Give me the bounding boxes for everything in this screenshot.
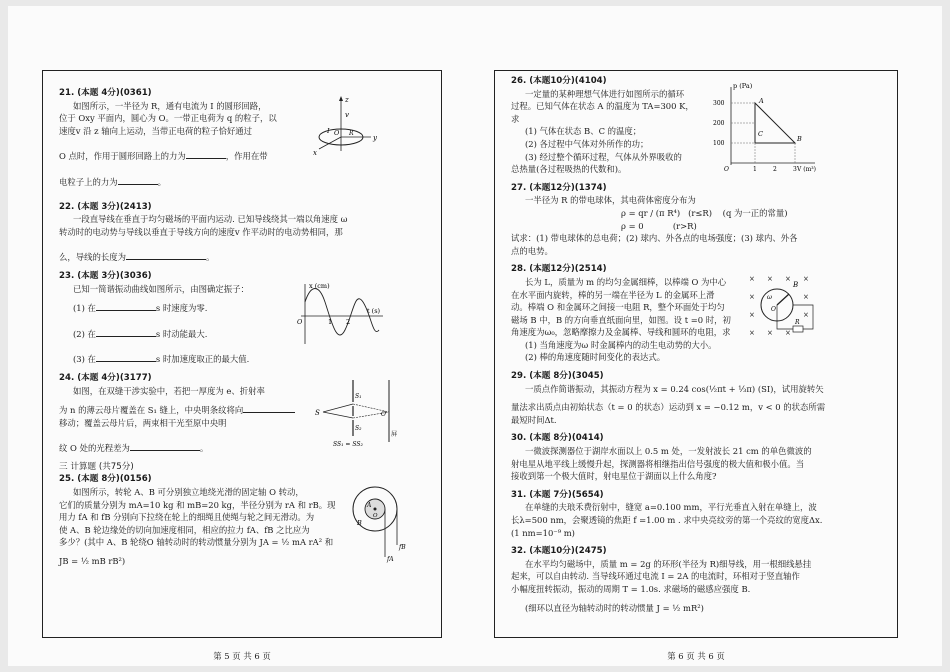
- q32-line: 起来，可以自由转动. 当导线环通过电流 I = 2A 的电流时，环相对于竖直轴作: [511, 571, 800, 582]
- question-31: [511, 489, 887, 539]
- tick-200: 200: [713, 120, 725, 127]
- q26-header: 26. (本题10分)(4104): [511, 76, 607, 86]
- q28-line: 长为 L，质量为 m 的均匀金属细棒，以棒端 O 为中心: [525, 276, 727, 287]
- question-30: [511, 432, 887, 482]
- question-25: [59, 473, 431, 567]
- fa-label: fA: [387, 556, 394, 564]
- q26-pv-diagram: [711, 81, 823, 173]
- q24-line: 如图，在双缝干涉实验中，若把一厚度为 e、折射率: [73, 385, 265, 396]
- q25-line: 如图所示，转轮 A、B 可分别独立地绕光滑的固定轴 O 转动，: [73, 487, 304, 498]
- x-axis-label: x (cm): [309, 281, 330, 290]
- p-axis-label: p (Pa): [733, 82, 753, 90]
- cross-icon: ×: [785, 275, 791, 284]
- q30-line: 射电星从地平线上缓慢升起，探测器将相继指出信号强度的极大值和极小值。当: [511, 458, 805, 469]
- q23-oscillation-graph: [291, 280, 391, 348]
- page-footer: 第 5 页 共 6 页: [213, 651, 271, 662]
- o-label: O: [373, 513, 378, 520]
- ray: [323, 412, 353, 418]
- radius-label: R: [349, 130, 354, 137]
- omega-label: ω: [767, 294, 772, 302]
- q31-line: 在单缝的夫琅禾费衍射中，缝宽 a=0.100 mm，平行光垂直入射在单缝上，波: [525, 502, 817, 513]
- q22-line: 一段直导线在垂直于均匀磁场的平面内运动. 已知导线绕其一端以角速度 ω: [73, 214, 348, 225]
- q29-line: 一质点作简谐振动，其振动方程为 x = 0.24 cos(½πt + ⅓π) (SI)，试用旋转矢: [525, 383, 824, 394]
- q28-line: 在水平面内旋转，棒的另一端在半径为 L 的金属环上滑: [511, 289, 715, 300]
- s2-label: S₂: [355, 424, 362, 432]
- q23-line: s 时加速度取正的最大值.: [155, 354, 250, 365]
- rho-equation: ρ = 0: [621, 220, 644, 231]
- q26-line: 过程。已知气体在状态 A 的温度为 TA=300 K，: [511, 101, 694, 112]
- q25-line: JB = ½ mB rB²): [59, 556, 126, 567]
- q30-line: 接收到第一个极大值时，射电星位于湖面以上什么角度?: [511, 471, 717, 482]
- q25-line: 用力 fA 和 fB 分别向下拉绕在轮上的细绳且使绳与轮之间无滑动。为: [59, 512, 315, 523]
- tick-v2: 2: [773, 166, 777, 173]
- q23-line: (1) 在: [73, 303, 96, 314]
- q26-line: 总热量(各过程吸热的代数和)。: [511, 164, 627, 175]
- x-label: x: [313, 149, 317, 157]
- question-29: [511, 370, 887, 426]
- state-b-label: B: [797, 135, 802, 143]
- origin-label: O: [297, 317, 303, 326]
- page-5-content: [59, 87, 431, 568]
- q22-line: 么，导线的长度为: [59, 252, 126, 263]
- q31-line: 长λ=500 nm，会聚透镜的焦距 f =1.00 m . 求中央亮纹旁的第一个亮纹的宽度Δx.: [511, 515, 823, 525]
- axle: [374, 508, 377, 511]
- q25-wheel-figure: [349, 479, 411, 563]
- exam-page-6: [494, 70, 898, 662]
- q23-line: s 时速度为零.: [155, 303, 208, 314]
- cross-icon: ×: [767, 275, 773, 284]
- q28-rotating-rod-figure: [747, 271, 821, 345]
- equal-path-label: SS₁ = SS₂: [333, 440, 363, 448]
- q24-line: 。: [199, 443, 209, 454]
- q29-line: 量法求出质点由初始状态（t = 0 的状态）运动到 x = −0.12 m，v < 0 的状态所需: [511, 402, 826, 413]
- q30-header: 30. (本题 8分)(0414): [511, 433, 604, 444]
- q24-line: 移动；覆盖云母片后，两束相干光至原中央明: [59, 417, 227, 428]
- q27-header: 27. (本题12分)(1374): [511, 182, 607, 193]
- q24-double-slit-figure: [313, 376, 399, 448]
- q26-line: (3) 经过整个循环过程，气体从外界吸收的: [525, 151, 682, 162]
- q23-line: s 时动能最大.: [155, 328, 208, 339]
- origin-label: O: [724, 166, 729, 173]
- screen-label: 屏: [391, 430, 398, 438]
- y-label: y: [373, 134, 377, 142]
- q23-line: 已知一简谐振动曲线如图所示，由图确定振子：: [73, 283, 249, 294]
- cross-icon: ×: [749, 311, 755, 320]
- q26-line: (1) 气体在状态 B、C 的温度；: [525, 126, 642, 137]
- q28-header: 28. (本题12分)(2514): [511, 264, 607, 275]
- q24-header: 24. (本题 4分)(3177): [59, 372, 152, 383]
- rho-condition: (r>R): [672, 220, 697, 231]
- q27-line: 试求：(1) 带电球体的总电荷；(2) 球内、外各点的电场强度；(3) 球内、外各: [511, 233, 798, 244]
- q31-line: (1 nm=10⁻⁹ m): [511, 527, 575, 538]
- question-22: [59, 201, 431, 264]
- current-label: I: [327, 127, 330, 135]
- s1-label: S₁: [355, 392, 362, 400]
- q21-line: ，作用在带: [225, 151, 268, 162]
- answer-blank[interactable]: [96, 327, 156, 337]
- q21-header: 21. (本题 4分)(0361): [59, 88, 152, 98]
- q32-line: 在水平均匀磁场中，质量 m = 2g 的环形(半径为 R)细导线，用一根细线悬挂: [525, 558, 812, 569]
- state-c-label: C: [758, 130, 763, 138]
- section-title: 三 计算题 (共75分): [59, 461, 134, 472]
- question-27: [511, 182, 887, 258]
- q23-line: (2) 在: [73, 328, 96, 339]
- q25-header: 25. (本题 8分)(0156): [59, 474, 152, 485]
- x-axis: [319, 137, 341, 149]
- t-axis-label: t (s): [367, 306, 381, 315]
- v-axis-label: V (m³): [797, 166, 817, 173]
- resistor: [793, 326, 803, 332]
- r-label: R: [795, 319, 800, 327]
- rho-equation: ρ = qr / (π R⁴): [621, 207, 681, 218]
- q21-line: 。: [157, 176, 166, 187]
- question-24: [59, 372, 431, 455]
- source-label: S: [315, 408, 320, 417]
- q22-line: 。: [206, 252, 215, 263]
- question-26: [511, 75, 887, 176]
- q32-line: 小幅度扭转振动，振动的周期 T = 1.0s. 求磁场的磁感应强度 B.: [511, 583, 751, 594]
- q23-line: (3) 在: [73, 354, 96, 365]
- answer-blank[interactable]: [130, 441, 200, 451]
- rho-condition: (r≤R): [688, 207, 713, 218]
- q22-line: 转动时的电动势与导线以垂直于导线方向的速度v 作平动时的电动势相同，那: [59, 226, 343, 237]
- q25-line: 它们的质量分别为 mA=10 kg 和 mB=20 kg，半径分别为 rA 和 rB。现: [59, 499, 336, 510]
- q24-line: 纹 O 处的光程差为: [59, 443, 130, 454]
- a-label: A: [367, 502, 372, 510]
- answer-blank[interactable]: [96, 352, 156, 362]
- question-23: [59, 270, 431, 366]
- q31-header: 31. (本题 7分)(5654): [511, 489, 604, 500]
- q21-line: O 点时，作用于圆形回路上的力为: [59, 151, 186, 162]
- tick-2: 2: [346, 317, 351, 326]
- b-label: B: [357, 519, 362, 528]
- page-6-content: [511, 75, 887, 614]
- cross-icon: ×: [749, 293, 755, 302]
- q21-line: 电粒子上的力为: [59, 176, 118, 187]
- q26-line: 求: [511, 113, 520, 124]
- answer-blank[interactable]: [186, 149, 226, 159]
- rho-note: (q 为一正的常量): [722, 207, 788, 218]
- cross-icon: ×: [803, 275, 809, 284]
- exam-page-5: [42, 70, 442, 662]
- answer-blank[interactable]: [243, 403, 295, 413]
- metal-rod: [777, 294, 789, 305]
- q23-header: 23. (本题 3分)(3036): [59, 270, 152, 281]
- cross-icon: ×: [803, 293, 809, 302]
- q21-line: 如图所示，一半径为 R，通有电流为 I 的圆形回路，: [73, 100, 267, 111]
- q27-line: 点的电势。: [511, 245, 553, 256]
- q21-line: 位于 Oxy 平面内，圆心为 O。一带正电荷为 q 的粒子，以: [59, 113, 277, 124]
- cross-icon: ×: [749, 329, 755, 338]
- scanned-sheet: [8, 6, 942, 666]
- tick-300: 300: [713, 100, 725, 107]
- q30-line: 一微波探测器位于湖岸水面以上 0.5 m 处，一发射波长 21 cm 的单色微波的: [525, 446, 812, 457]
- answer-blank[interactable]: [126, 250, 206, 260]
- q27-line: 一半径为 R 的带电球体，其电荷体密度分布为: [525, 195, 696, 206]
- q28-line: (1) 当角速度为ω 时金属棒内的动生电动势的大小。: [525, 339, 717, 350]
- cross-icon: ×: [785, 329, 791, 338]
- q22-header: 22. (本题 3分)(2413): [59, 201, 152, 212]
- o-label: O: [771, 306, 776, 314]
- q25-line: 多少？(其中 A、B 轮绕O 轴转动时的转动惯量分别为 JA = ½ mA rA² 和: [59, 537, 334, 548]
- tick-100: 100: [713, 140, 725, 147]
- fb-label: fB: [399, 544, 406, 552]
- q26-line: (2) 各过程中气体对外所作的功；: [525, 138, 649, 149]
- answer-blank[interactable]: [96, 301, 156, 311]
- cross-icon: ×: [803, 311, 809, 320]
- page-footer: 第 6 页 共 6 页: [667, 651, 725, 662]
- cross-icon: ×: [749, 275, 755, 284]
- tick-1: 1: [328, 317, 333, 326]
- q24-line: 为 n 的薄云母片覆盖在 S₁ 缝上，中央明条纹将向: [59, 405, 244, 416]
- q29-header: 29. (本题 8分)(3045): [511, 371, 604, 382]
- q28-line: 磁场 B 中，B 的方向垂直纸面向里，如图。设 t =0 时，初: [511, 314, 731, 325]
- q32-header: 32. (本题10分)(2475): [511, 546, 607, 557]
- cross-icon: ×: [767, 329, 773, 338]
- q21-line: 速度v 沿 z 轴向上运动，当带正电荷的粒子恰好通过: [59, 125, 253, 136]
- q26-line: 一定量的某种理想气体进行如图所示的循环: [525, 88, 685, 99]
- origin-label: O: [334, 129, 340, 137]
- q32-line: (细环以直径为轴转动时的转动惯量 J = ½ mR²): [525, 602, 704, 613]
- question-28: [511, 263, 887, 364]
- v-label: v: [345, 111, 349, 119]
- z-label: z: [345, 96, 349, 104]
- ray: [323, 404, 353, 412]
- q25-line: 使 A、B 轮边缘处的切向加速度相同，相应的拉力 fA、fB 之比应为: [59, 524, 310, 535]
- q28-line: (2) 棒的角速度随时间变化的表达式。: [525, 352, 666, 363]
- q21-loop-figure: [305, 93, 385, 163]
- answer-blank[interactable]: [118, 175, 158, 185]
- question-32: [511, 545, 887, 614]
- tick-v1: 1: [753, 166, 757, 173]
- state-a-label: A: [759, 97, 764, 105]
- tick-v3: 3: [793, 166, 797, 173]
- arrow-head-icon: [339, 96, 343, 101]
- q29-line: 最短时间Δt.: [511, 414, 557, 425]
- q28-line: 角速度为ω₀，忽略摩擦力及金属棒、导线和圆环的电阻，求: [511, 327, 731, 338]
- o-label: O: [381, 410, 386, 418]
- b-label: B: [793, 281, 799, 290]
- q28-line: 动。棒端 O 和金属环之间接一电阻 R，整个环面处于均匀: [511, 302, 725, 313]
